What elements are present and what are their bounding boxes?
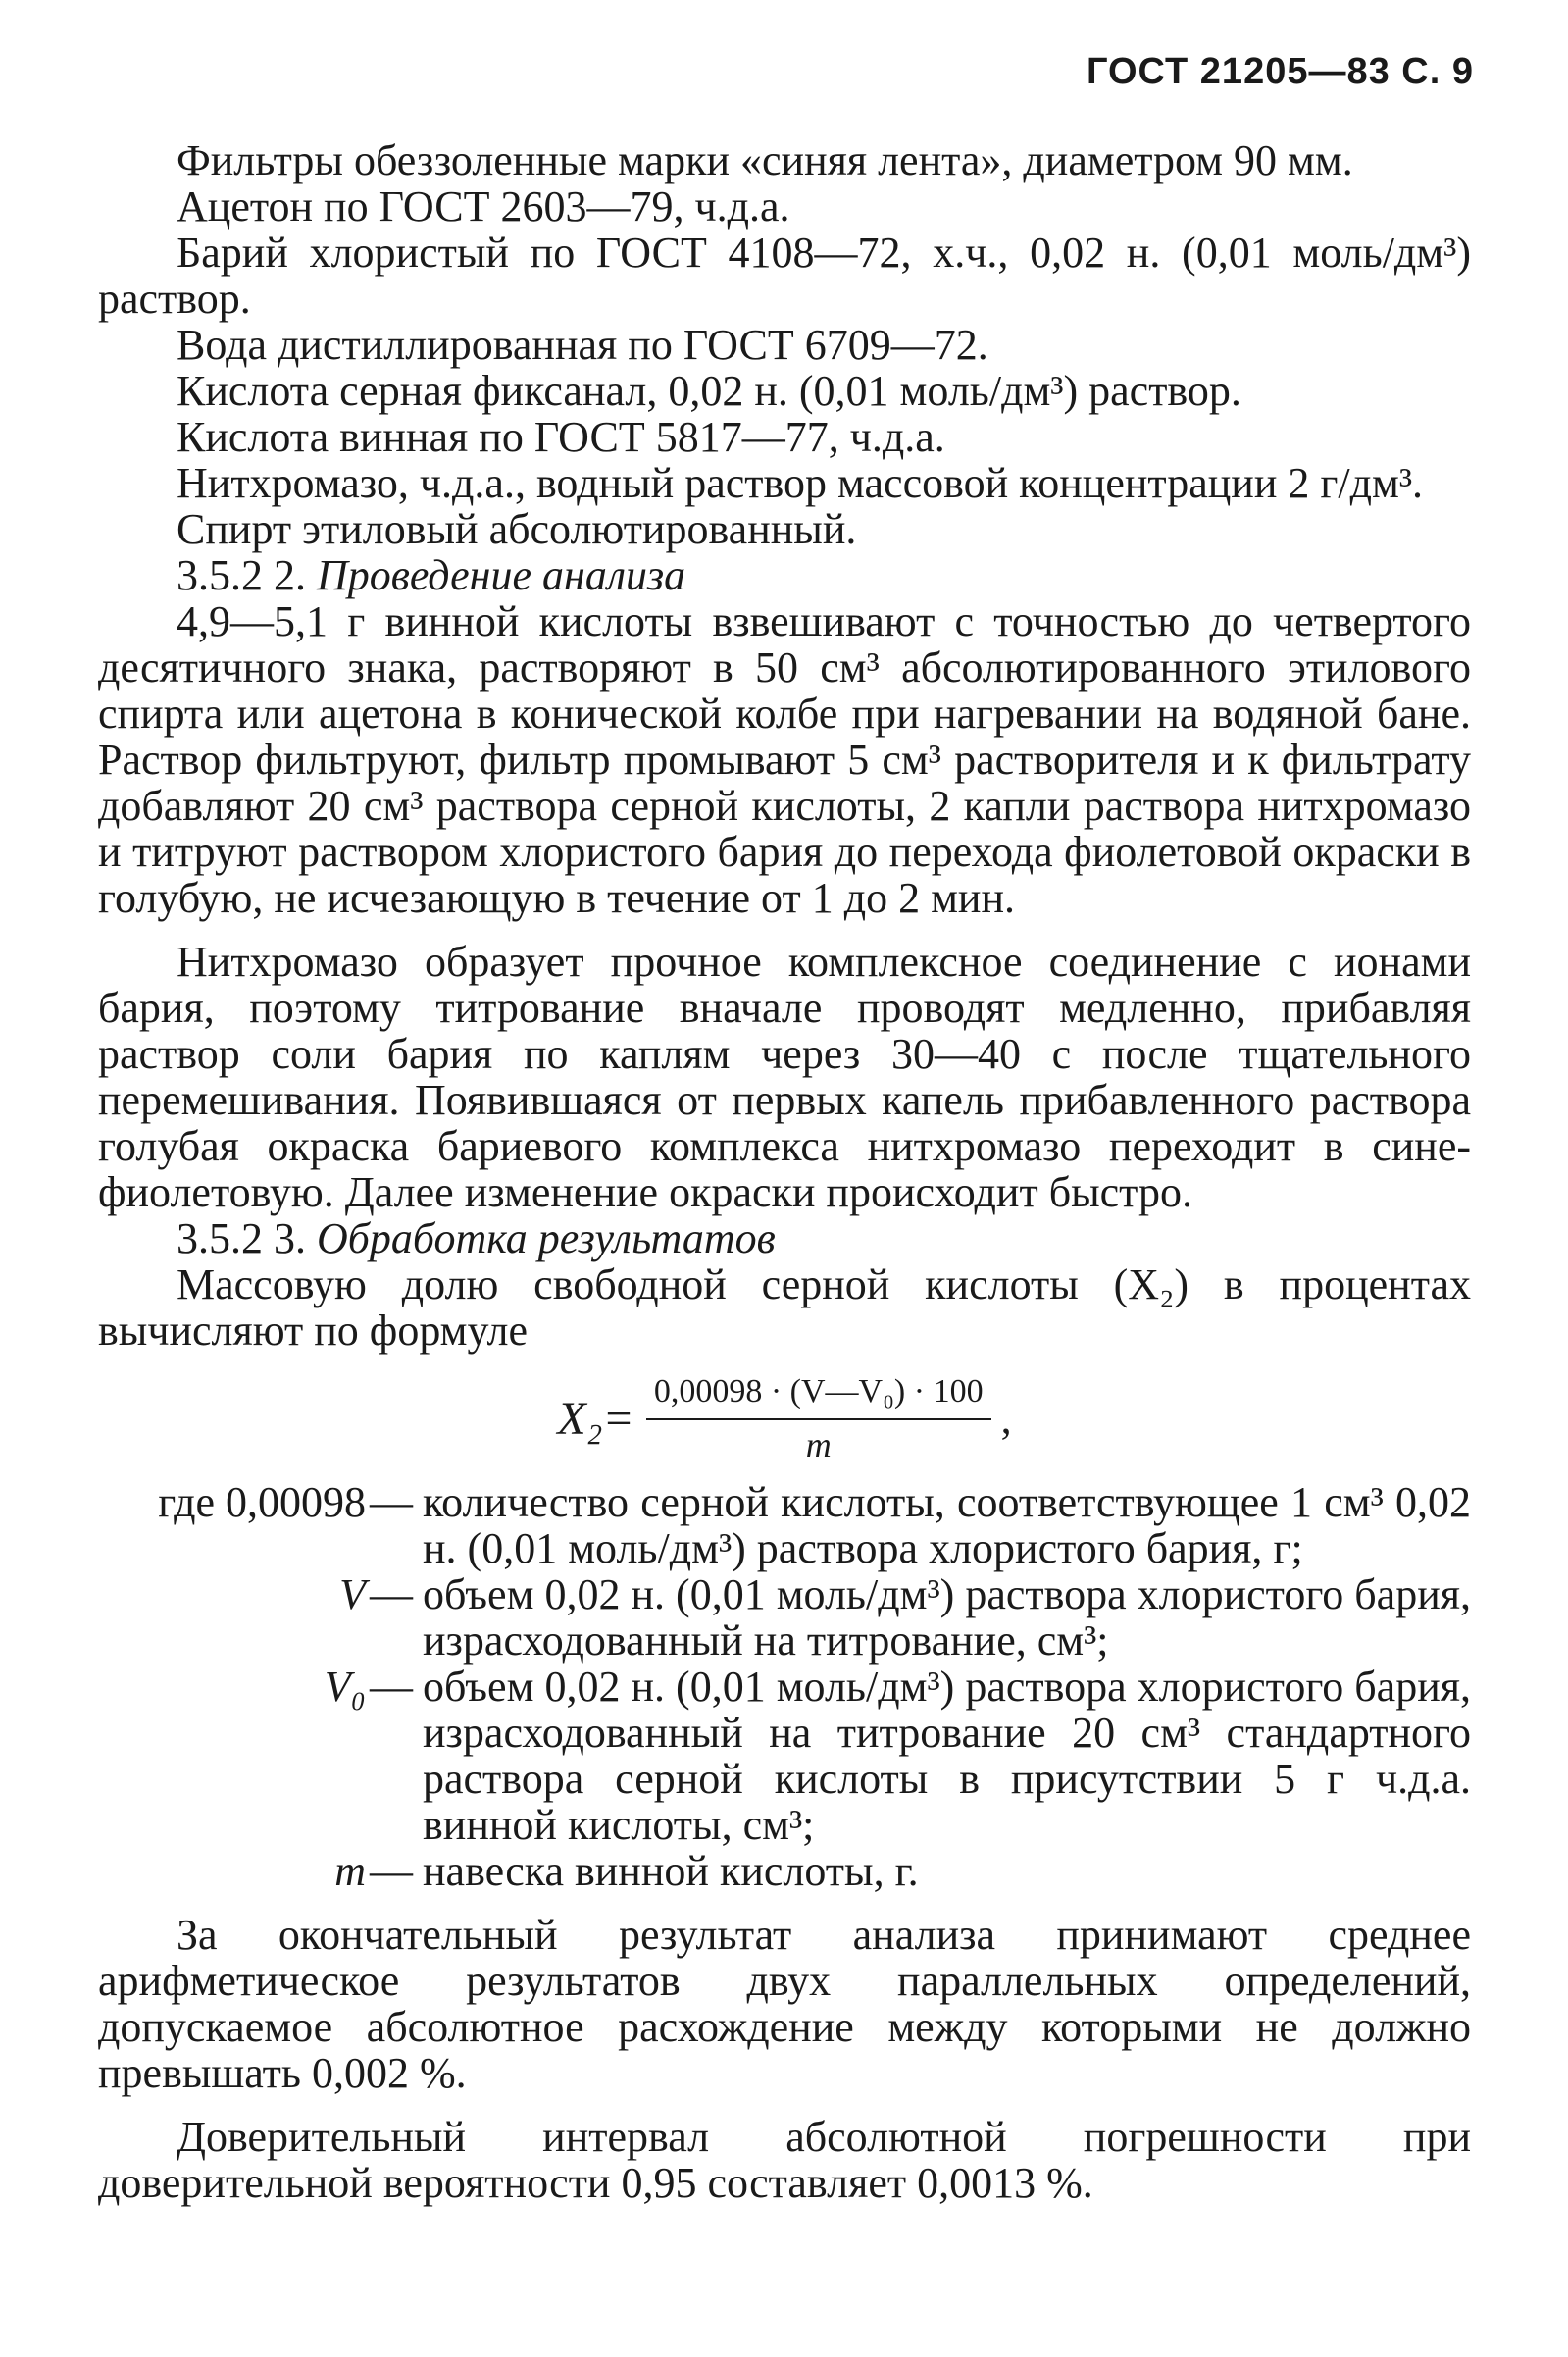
definition-row bbox=[98, 1848, 1471, 1894]
definition-term: m— bbox=[334, 1847, 413, 1895]
closing-paragraph: За окончательный результат анализа принимают среднее арифметическое результатов двух параллельных определений, допускаемое абсолютное расхождение между которыми не должно превышать 0,002 %. bbox=[98, 1911, 1471, 2097]
formula-trail: , bbox=[1000, 1394, 1012, 1443]
formula-denominator: m bbox=[805, 1425, 832, 1464]
formula bbox=[98, 1367, 1471, 1469]
document-body bbox=[98, 137, 1471, 2206]
page-header: ГОСТ 21205—83 С. 9 bbox=[1086, 51, 1474, 92]
section-heading-analysis bbox=[98, 552, 1471, 598]
reagent-item: Вода дистиллированная по ГОСТ 6709—72. bbox=[177, 321, 988, 369]
formula-numerator: 0,00098 · (V—V₀) · 100 bbox=[646, 1368, 991, 1420]
analysis-paragraph: 4,9—5,1 г винной кислоты взвешивают с точностью до четвертого десятичного знака, растворяют в 50 см³ абсолютированного этилового спирта или ацетона в конической колбе при нагревании на водяной бане. Раствор фильтруют, фильтр промывают 5 см³ растворителя и к фильтрату добавляют 20 см³ раствора серной кислоты, 2 капли раствора нитхромазо и титруют раствором хлористого бария до перехода фиолетовой окраски в голубую, не исчезающую в течение от 1 до 2 мин. bbox=[98, 597, 1471, 922]
section-title: Проведение анализа bbox=[317, 551, 686, 599]
definition-term: V— bbox=[339, 1570, 413, 1618]
formula-lhs: X₂= bbox=[557, 1392, 634, 1445]
definition-row bbox=[98, 1664, 1471, 1848]
section-number: 3.5.2 3. bbox=[177, 1214, 306, 1262]
definition-desc: объем 0,02 н. (0,01 моль/дм³) раствора хлористого бария, израсходованный на титрование, см³; bbox=[423, 1570, 1471, 1665]
closing-paragraph: Доверительный интервал абсолютной погрешности при доверительной вероятности 0,95 составляет 0,0013 %. bbox=[98, 2113, 1471, 2207]
reagent-item: Барий хлористый по ГОСТ 4108—72, х.ч., 0,02 н. (0,01 моль/дм³) раствор. bbox=[98, 229, 1471, 323]
reagent-item: Ацетон по ГОСТ 2603—79, ч.д.а. bbox=[177, 182, 790, 231]
results-intro: Массовую долю свободной серной кислоты (X₂) в процентах вычисляют по формуле bbox=[98, 1260, 1471, 1355]
definition-desc: навеска винной кислоты, г. bbox=[423, 1847, 919, 1895]
definition-row bbox=[98, 1479, 1471, 1571]
definition-term: где 0,00098— bbox=[158, 1478, 413, 1526]
definition-term: V₀— bbox=[324, 1663, 413, 1711]
definition-desc: количество серной кислоты, соответствующее 1 см³ 0,02 н. (0,01 моль/дм³) раствора хлористого бария, г; bbox=[423, 1478, 1471, 1572]
reagent-item: Фильтры обеззоленные марки «синяя лента», диаметром 90 мм. bbox=[177, 136, 1353, 184]
definition-row bbox=[98, 1571, 1471, 1664]
variable-definitions bbox=[98, 1479, 1471, 1894]
reagent-item: Спирт этиловый абсолютированный. bbox=[177, 505, 857, 553]
section-number: 3.5.2 2. bbox=[177, 551, 306, 599]
definition-desc: объем 0,02 н. (0,01 моль/дм³) раствора хлористого бария, израсходованный на титрование 20 см³ стандартного раствора серной кислоты в присутствии 5 г ч.д.а. винной кислоты, см³; bbox=[423, 1663, 1471, 1849]
reagent-item: Нитхромазо, ч.д.а., водный раствор массовой концентрации 2 г/дм³. bbox=[177, 459, 1424, 507]
section-heading-results bbox=[98, 1215, 1471, 1261]
reagent-item: Кислота винная по ГОСТ 5817—77, ч.д.а. bbox=[177, 413, 945, 461]
analysis-paragraph: Нитхромазо образует прочное комплексное соединение с ионами бария, поэтому титрование вначале проводят медленно, прибавляя раствор соли бария по каплям через 30—40 с после тщательного перемешивания. Появившаяся от первых капель прибавленного раствора голубая окраска бариевого комплекса нитхромазо переходит в сине-фиолетовую. Далее изменение окраски происходит быстро. bbox=[98, 938, 1471, 1216]
formula-fraction bbox=[646, 1368, 991, 1468]
section-title: Обработка результатов bbox=[317, 1214, 776, 1262]
reagent-item: Кислота серная фиксанал, 0,02 н. (0,01 моль/дм³) раствор. bbox=[177, 367, 1241, 415]
